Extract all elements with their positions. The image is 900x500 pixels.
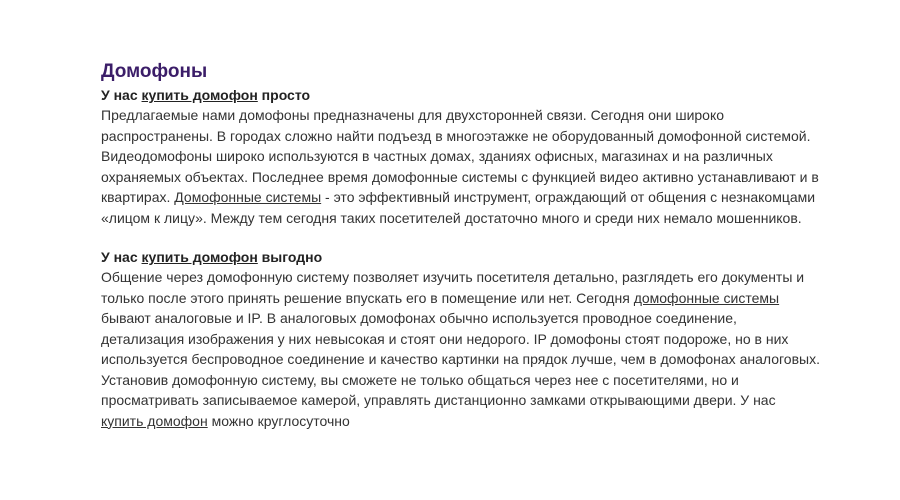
- heading-text: У нас: [101, 249, 142, 265]
- buy-intercom-link[interactable]: купить домофон: [141, 249, 258, 265]
- intercom-systems-link[interactable]: домофонные системы: [633, 289, 780, 306]
- paragraph-text: Общение через домофонную систему позволяет изучить посетителя детально, разглядеть его документы и только после этого принять решение впускать его в помещение или нет. Сегодня: [101, 269, 805, 306]
- paragraph-text: - это эффективный инструмент, ограждающий от общения с незнакомцами «лицом к лицу». Между тем сегодня таких посетителей достаточно много и среди них немало мошенников.: [101, 189, 816, 226]
- section-paragraph-profitable: [101, 267, 821, 431]
- section-heading-profitable: [101, 248, 821, 267]
- buy-intercom-link[interactable]: купить домофон: [141, 87, 258, 103]
- intercom-systems-link[interactable]: Домофонные системы: [174, 189, 322, 205]
- page-title: Домофоны: [101, 61, 208, 82]
- article: [101, 58, 821, 431]
- paragraph-text: бывают аналоговые и IP. В аналоговых домофонах обычно используется проводное соединение, детализация изображения у них невысокая и стоят они недорого. IP домофоны стоят подороже, но в них используется беспроводное соединение и качество картинки на прядок лучше, чем в домофонах аналоговых. Установив домофонную систему, вы сможете не только общаться через нее с посетителями, но и просматривать записываемое камерой, управлять дистанционно замками открывающими двери. У нас: [101, 310, 820, 408]
- paragraph-text: Предлагаемые нами домофоны предназначены для двухсторонней связи. Сегодня они широко распространены. В городах сложно найти подъезд в многоэтажке не оборудованный домофонной системой. Видеодомофоны широко используются в частных домах, зданиях офисных, магазинах и на различных охраняемых объектах. Последнее время домофонные системы с функцией видео активно устанавливают и в квартирах.: [101, 107, 819, 205]
- heading-text: выгодно: [257, 249, 323, 265]
- heading-text: просто: [257, 87, 311, 103]
- heading-text: У нас: [101, 87, 142, 103]
- buy-intercom-link[interactable]: купить домофон: [101, 412, 208, 429]
- section-heading-simple: [101, 86, 821, 105]
- section-spacer: [101, 228, 821, 248]
- paragraph-text: можно круглосуточно: [207, 412, 350, 429]
- section-paragraph-simple: [101, 105, 821, 228]
